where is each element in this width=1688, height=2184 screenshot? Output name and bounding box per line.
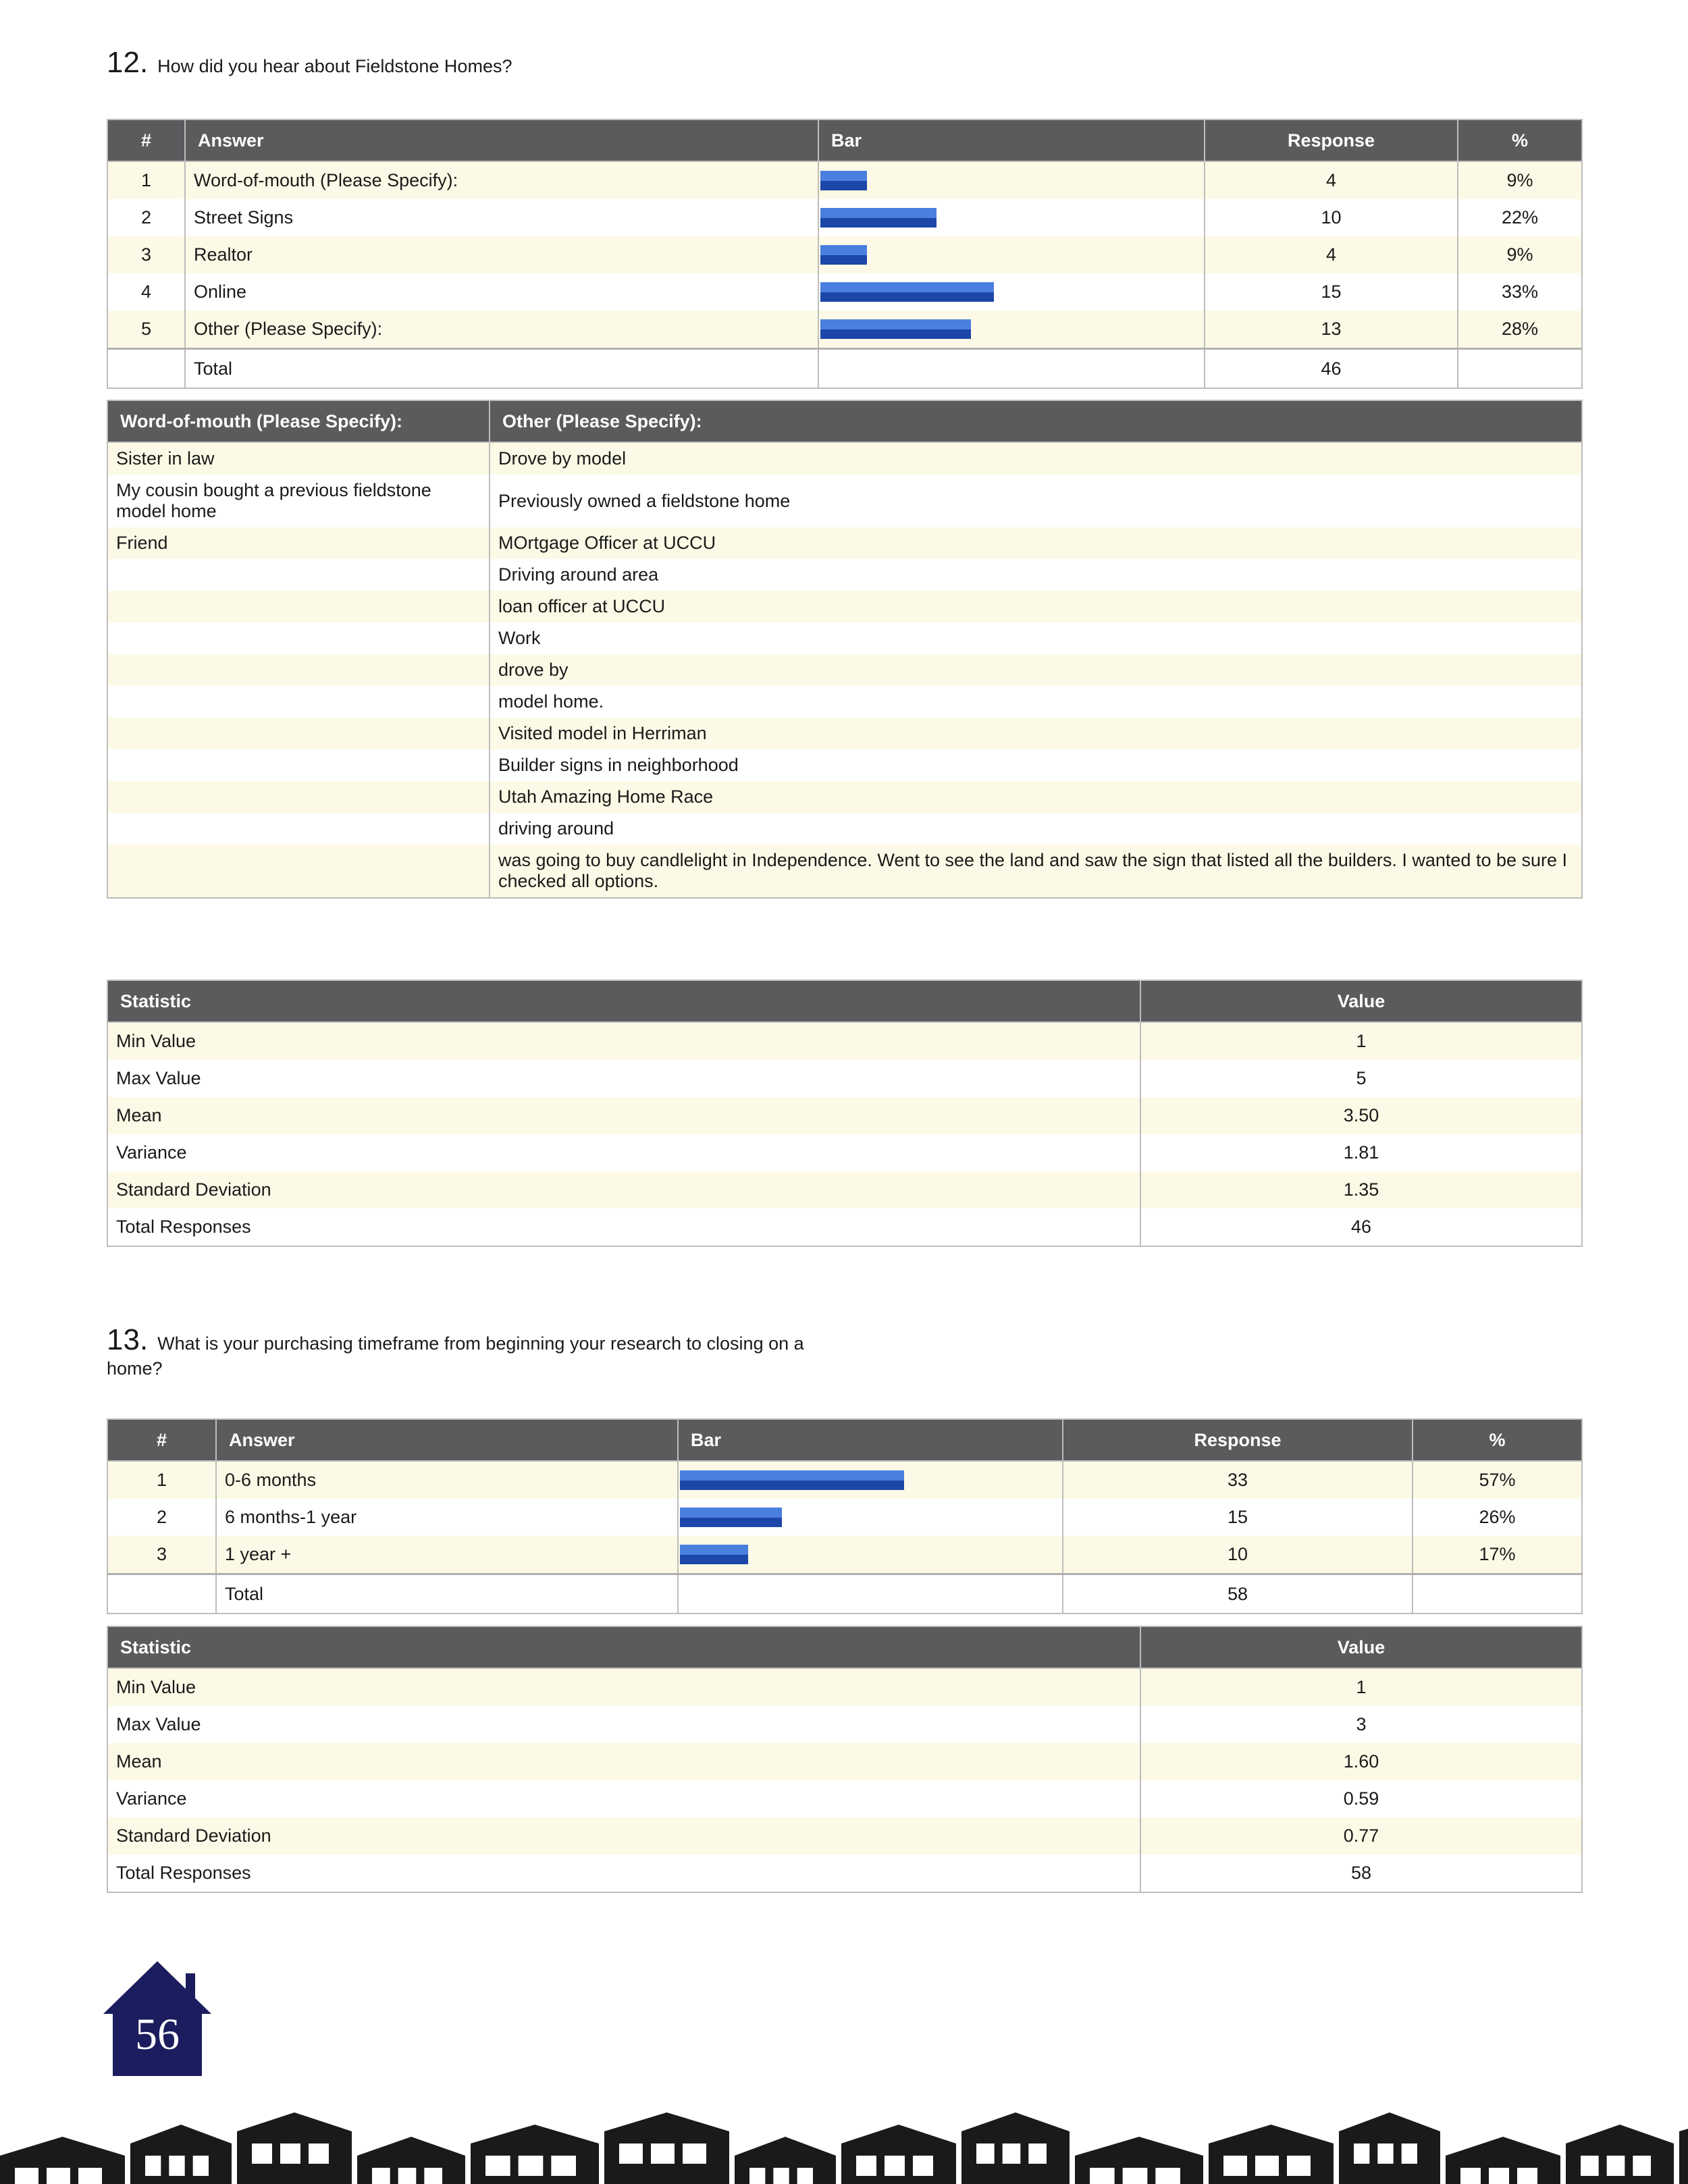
statistic-value: 1.60: [1140, 1743, 1582, 1780]
response-percent: 9%: [1458, 236, 1582, 273]
house-window: [15, 2168, 38, 2184]
col-header-bar: Bar: [818, 119, 1205, 161]
bar-cell: [678, 1461, 1063, 1499]
statistic-label: Min Value: [107, 1668, 1140, 1706]
table-row: [107, 311, 1582, 349]
answer-label: 0-6 months: [216, 1461, 678, 1499]
statistic-label: Standard Deviation: [107, 1171, 1140, 1208]
statistic-value: 46: [1140, 1208, 1582, 1246]
statistic-row: [107, 1706, 1582, 1743]
comment-row: [107, 686, 1582, 718]
statistic-label: Standard Deviation: [107, 1817, 1140, 1855]
col-header-response: Response: [1063, 1419, 1413, 1461]
house-icon: [98, 1960, 217, 2079]
table-row: [107, 236, 1582, 273]
word-of-mouth-comment: Sister in law: [107, 442, 490, 475]
response-bar: [820, 245, 867, 265]
comment-row: [107, 442, 1582, 475]
q13-results-table: [107, 1418, 1583, 1614]
comment-row: [107, 813, 1582, 845]
row-number: 2: [107, 199, 185, 236]
comment-row: [107, 654, 1582, 686]
house-window: [885, 2156, 905, 2176]
col-header-bar: Bar: [678, 1419, 1063, 1461]
other-comment: Builder signs in neighborhood: [490, 749, 1582, 781]
house-window: [1223, 2156, 1247, 2176]
statistic-label: Variance: [107, 1780, 1140, 1817]
statistic-value: 1: [1140, 1022, 1582, 1060]
house-window: [1581, 2156, 1599, 2176]
statistic-value: 3: [1140, 1706, 1582, 1743]
house-window: [1633, 2156, 1651, 2176]
statistic-value: 0.77: [1140, 1817, 1582, 1855]
bar-cell: [678, 1499, 1063, 1536]
statistic-value: 5: [1140, 1060, 1582, 1097]
statistic-value: 1.35: [1140, 1171, 1582, 1208]
other-comment: Work: [490, 622, 1582, 654]
house-window: [1287, 2156, 1311, 2176]
statistic-value: 0.59: [1140, 1780, 1582, 1817]
statistic-label: Max Value: [107, 1060, 1140, 1097]
house-window: [619, 2143, 643, 2164]
q13-statistics-table: [107, 1626, 1583, 1893]
word-of-mouth-comment: [107, 749, 490, 781]
response-bar: [680, 1470, 904, 1490]
bar-cell: [678, 1536, 1063, 1574]
response-bar: [820, 282, 994, 302]
comment-row: [107, 845, 1582, 898]
statistic-row: [107, 1208, 1582, 1246]
other-comment: Drove by model: [490, 442, 1582, 475]
statistic-label: Mean: [107, 1097, 1140, 1134]
house-window: [1489, 2168, 1509, 2184]
word-of-mouth-comment: [107, 559, 490, 591]
statistic-value: 1.81: [1140, 1134, 1582, 1171]
response-count: 10: [1063, 1536, 1413, 1574]
response-count: 33: [1063, 1461, 1413, 1499]
comment-row: [107, 749, 1582, 781]
other-comment: Visited model in Herriman: [490, 718, 1582, 749]
question-13-title: [107, 1323, 849, 1381]
question-12-title: [107, 46, 512, 80]
comment-row: [107, 591, 1582, 622]
response-percent: 22%: [1458, 199, 1582, 236]
table-row: [107, 161, 1582, 199]
row-number: 2: [107, 1499, 216, 1536]
page-number: 56: [135, 2010, 180, 2059]
house-window: [1090, 2168, 1115, 2184]
other-comment: Driving around area: [490, 559, 1582, 591]
house-window: [749, 2168, 765, 2184]
col-header-percent: %: [1413, 1419, 1582, 1461]
col-header-response: Response: [1205, 119, 1458, 161]
total-label: Total: [185, 349, 818, 389]
response-count: 4: [1205, 161, 1458, 199]
q12-results-table: [107, 119, 1583, 389]
word-of-mouth-comment: [107, 781, 490, 813]
answer-label: Word-of-mouth (Please Specify):: [185, 161, 818, 199]
response-count: 15: [1205, 273, 1458, 311]
table-row: [107, 1461, 1582, 1499]
col-header-statistic: Statistic: [107, 980, 1140, 1022]
other-comment: drove by: [490, 654, 1582, 686]
statistic-row: [107, 1097, 1582, 1134]
q12-comments-table: [107, 400, 1583, 899]
statistic-label: Variance: [107, 1134, 1140, 1171]
table-row: [107, 199, 1582, 236]
total-response: 46: [1205, 349, 1458, 389]
statistic-label: Total Responses: [107, 1855, 1140, 1892]
house-window: [1255, 2156, 1279, 2176]
row-number: 1: [107, 1461, 216, 1499]
house-window: [913, 2156, 933, 2176]
other-comment: Utah Amazing Home Race: [490, 781, 1582, 813]
house-window: [372, 2168, 390, 2184]
house-window: [47, 2168, 70, 2184]
statistic-label: Total Responses: [107, 1208, 1140, 1246]
response-percent: 9%: [1458, 161, 1582, 199]
table-row: [107, 1536, 1582, 1574]
answer-label: 6 months-1 year: [216, 1499, 678, 1536]
word-of-mouth-comment: [107, 718, 490, 749]
statistic-row: [107, 1022, 1582, 1060]
total-spacer: [107, 1574, 216, 1614]
response-percent: 33%: [1458, 273, 1582, 311]
bar-cell: [818, 273, 1205, 311]
statistic-label: Min Value: [107, 1022, 1140, 1060]
house-window: [1517, 2168, 1537, 2184]
word-of-mouth-comment: [107, 591, 490, 622]
answer-label: Other (Please Specify):: [185, 311, 818, 349]
total-bar-spacer: [678, 1574, 1063, 1614]
response-count: 10: [1205, 199, 1458, 236]
house-window: [78, 2168, 102, 2184]
response-bar: [680, 1545, 748, 1564]
house-window: [976, 2143, 995, 2164]
question-text: How did you hear about Fieldstone Homes?: [157, 56, 512, 76]
statistic-row: [107, 1668, 1582, 1706]
word-of-mouth-comment: [107, 813, 490, 845]
total-pct-spacer: [1458, 349, 1582, 389]
total-response: 58: [1063, 1574, 1413, 1614]
house-window: [424, 2168, 442, 2184]
table-row: [107, 1499, 1582, 1536]
house-window: [773, 2168, 789, 2184]
house-window: [683, 2143, 706, 2164]
house-window: [797, 2168, 813, 2184]
row-number: 3: [107, 236, 185, 273]
statistic-value: 1: [1140, 1668, 1582, 1706]
col-header-answer: Answer: [185, 119, 818, 161]
response-percent: 17%: [1413, 1536, 1582, 1574]
statistic-value: 58: [1140, 1855, 1582, 1892]
statistic-row: [107, 1134, 1582, 1171]
other-comment: was going to buy candlelight in Independence. Went to see the land and saw the sign that listed all the builders. I wanted to be sure I checked all options.: [490, 845, 1582, 898]
response-percent: 28%: [1458, 311, 1582, 349]
house-window: [398, 2168, 417, 2184]
statistic-row: [107, 1855, 1582, 1892]
bar-cell: [818, 311, 1205, 349]
word-of-mouth-comment: Friend: [107, 527, 490, 559]
statistic-row: [107, 1743, 1582, 1780]
house-window: [1354, 2143, 1369, 2164]
bar-cell: [818, 161, 1205, 199]
statistic-row: [107, 1817, 1582, 1855]
statistic-label: Max Value: [107, 1706, 1140, 1743]
house-window: [1402, 2143, 1417, 2164]
word-of-mouth-comment: [107, 654, 490, 686]
bar-cell: [818, 199, 1205, 236]
statistic-row: [107, 1171, 1582, 1208]
response-count: 15: [1063, 1499, 1413, 1536]
house-window: [485, 2156, 510, 2176]
response-count: 13: [1205, 311, 1458, 349]
row-number: 1: [107, 161, 185, 199]
response-bar: [820, 208, 937, 228]
comment-row: [107, 559, 1582, 591]
statistic-value: 3.50: [1140, 1097, 1582, 1134]
house-window: [1123, 2168, 1148, 2184]
response-count: 4: [1205, 236, 1458, 273]
house-silhouette: [1679, 2112, 1688, 2184]
house-window: [519, 2156, 544, 2176]
col-header-other: Other (Please Specify):: [490, 400, 1582, 442]
total-label: Total: [216, 1574, 678, 1614]
statistic-label: Mean: [107, 1743, 1140, 1780]
other-comment: MOrtgage Officer at UCCU: [490, 527, 1582, 559]
house-window: [1155, 2168, 1180, 2184]
row-number: 3: [107, 1536, 216, 1574]
house-window: [1607, 2156, 1625, 2176]
comment-row: [107, 718, 1582, 749]
total-row: [107, 349, 1582, 389]
col-header-value: Value: [1140, 1626, 1582, 1668]
house-window: [309, 2143, 329, 2164]
total-bar-spacer: [818, 349, 1205, 389]
col-header-value: Value: [1140, 980, 1582, 1022]
table-row: [107, 273, 1582, 311]
house-skyline-icon: [0, 2096, 1688, 2184]
other-comment: model home.: [490, 686, 1582, 718]
statistic-row: [107, 1060, 1582, 1097]
row-number: 5: [107, 311, 185, 349]
house-window: [1377, 2143, 1393, 2164]
question-text: What is your purchasing timeframe from beginning your research to closing on a home?: [107, 1333, 804, 1379]
total-spacer: [107, 349, 185, 389]
house-window: [252, 2143, 272, 2164]
other-comment: loan officer at UCCU: [490, 591, 1582, 622]
comment-row: [107, 622, 1582, 654]
response-bar: [680, 1508, 782, 1527]
answer-label: Online: [185, 273, 818, 311]
col-header-answer: Answer: [216, 1419, 678, 1461]
house-window: [1460, 2168, 1481, 2184]
house-window: [1028, 2143, 1047, 2164]
comment-row: [107, 527, 1582, 559]
word-of-mouth-comment: [107, 686, 490, 718]
answer-label: Realtor: [185, 236, 818, 273]
q12-statistics-table: [107, 980, 1583, 1247]
total-row: [107, 1574, 1582, 1614]
response-percent: 57%: [1413, 1461, 1582, 1499]
answer-label: Street Signs: [185, 199, 818, 236]
other-comment: Previously owned a fieldstone home: [490, 475, 1582, 527]
comment-row: [107, 781, 1582, 813]
statistic-row: [107, 1780, 1582, 1817]
col-header-number: #: [107, 1419, 216, 1461]
word-of-mouth-comment: [107, 622, 490, 654]
response-bar: [820, 171, 867, 190]
comment-row: [107, 475, 1582, 527]
question-number: 13.: [107, 1323, 149, 1356]
row-number: 4: [107, 273, 185, 311]
word-of-mouth-comment: [107, 845, 490, 898]
house-window: [145, 2156, 161, 2176]
house-window: [193, 2156, 209, 2176]
response-percent: 26%: [1413, 1499, 1582, 1536]
question-number: 12.: [107, 46, 149, 79]
col-header-statistic: Statistic: [107, 1626, 1140, 1668]
other-comment: driving around: [490, 813, 1582, 845]
response-bar: [820, 319, 971, 339]
house-window: [280, 2143, 300, 2164]
total-pct-spacer: [1413, 1574, 1582, 1614]
answer-label: 1 year +: [216, 1536, 678, 1574]
house-window: [856, 2156, 876, 2176]
house-window: [169, 2156, 184, 2176]
house-window: [1003, 2143, 1021, 2164]
house-window: [551, 2156, 576, 2176]
house-window: [651, 2143, 675, 2164]
col-header-percent: %: [1458, 119, 1582, 161]
bar-cell: [818, 236, 1205, 273]
col-header-word-of-mouth: Word-of-mouth (Please Specify):: [107, 400, 490, 442]
word-of-mouth-comment: My cousin bought a previous fieldstone model home: [107, 475, 490, 527]
col-header-number: #: [107, 119, 185, 161]
